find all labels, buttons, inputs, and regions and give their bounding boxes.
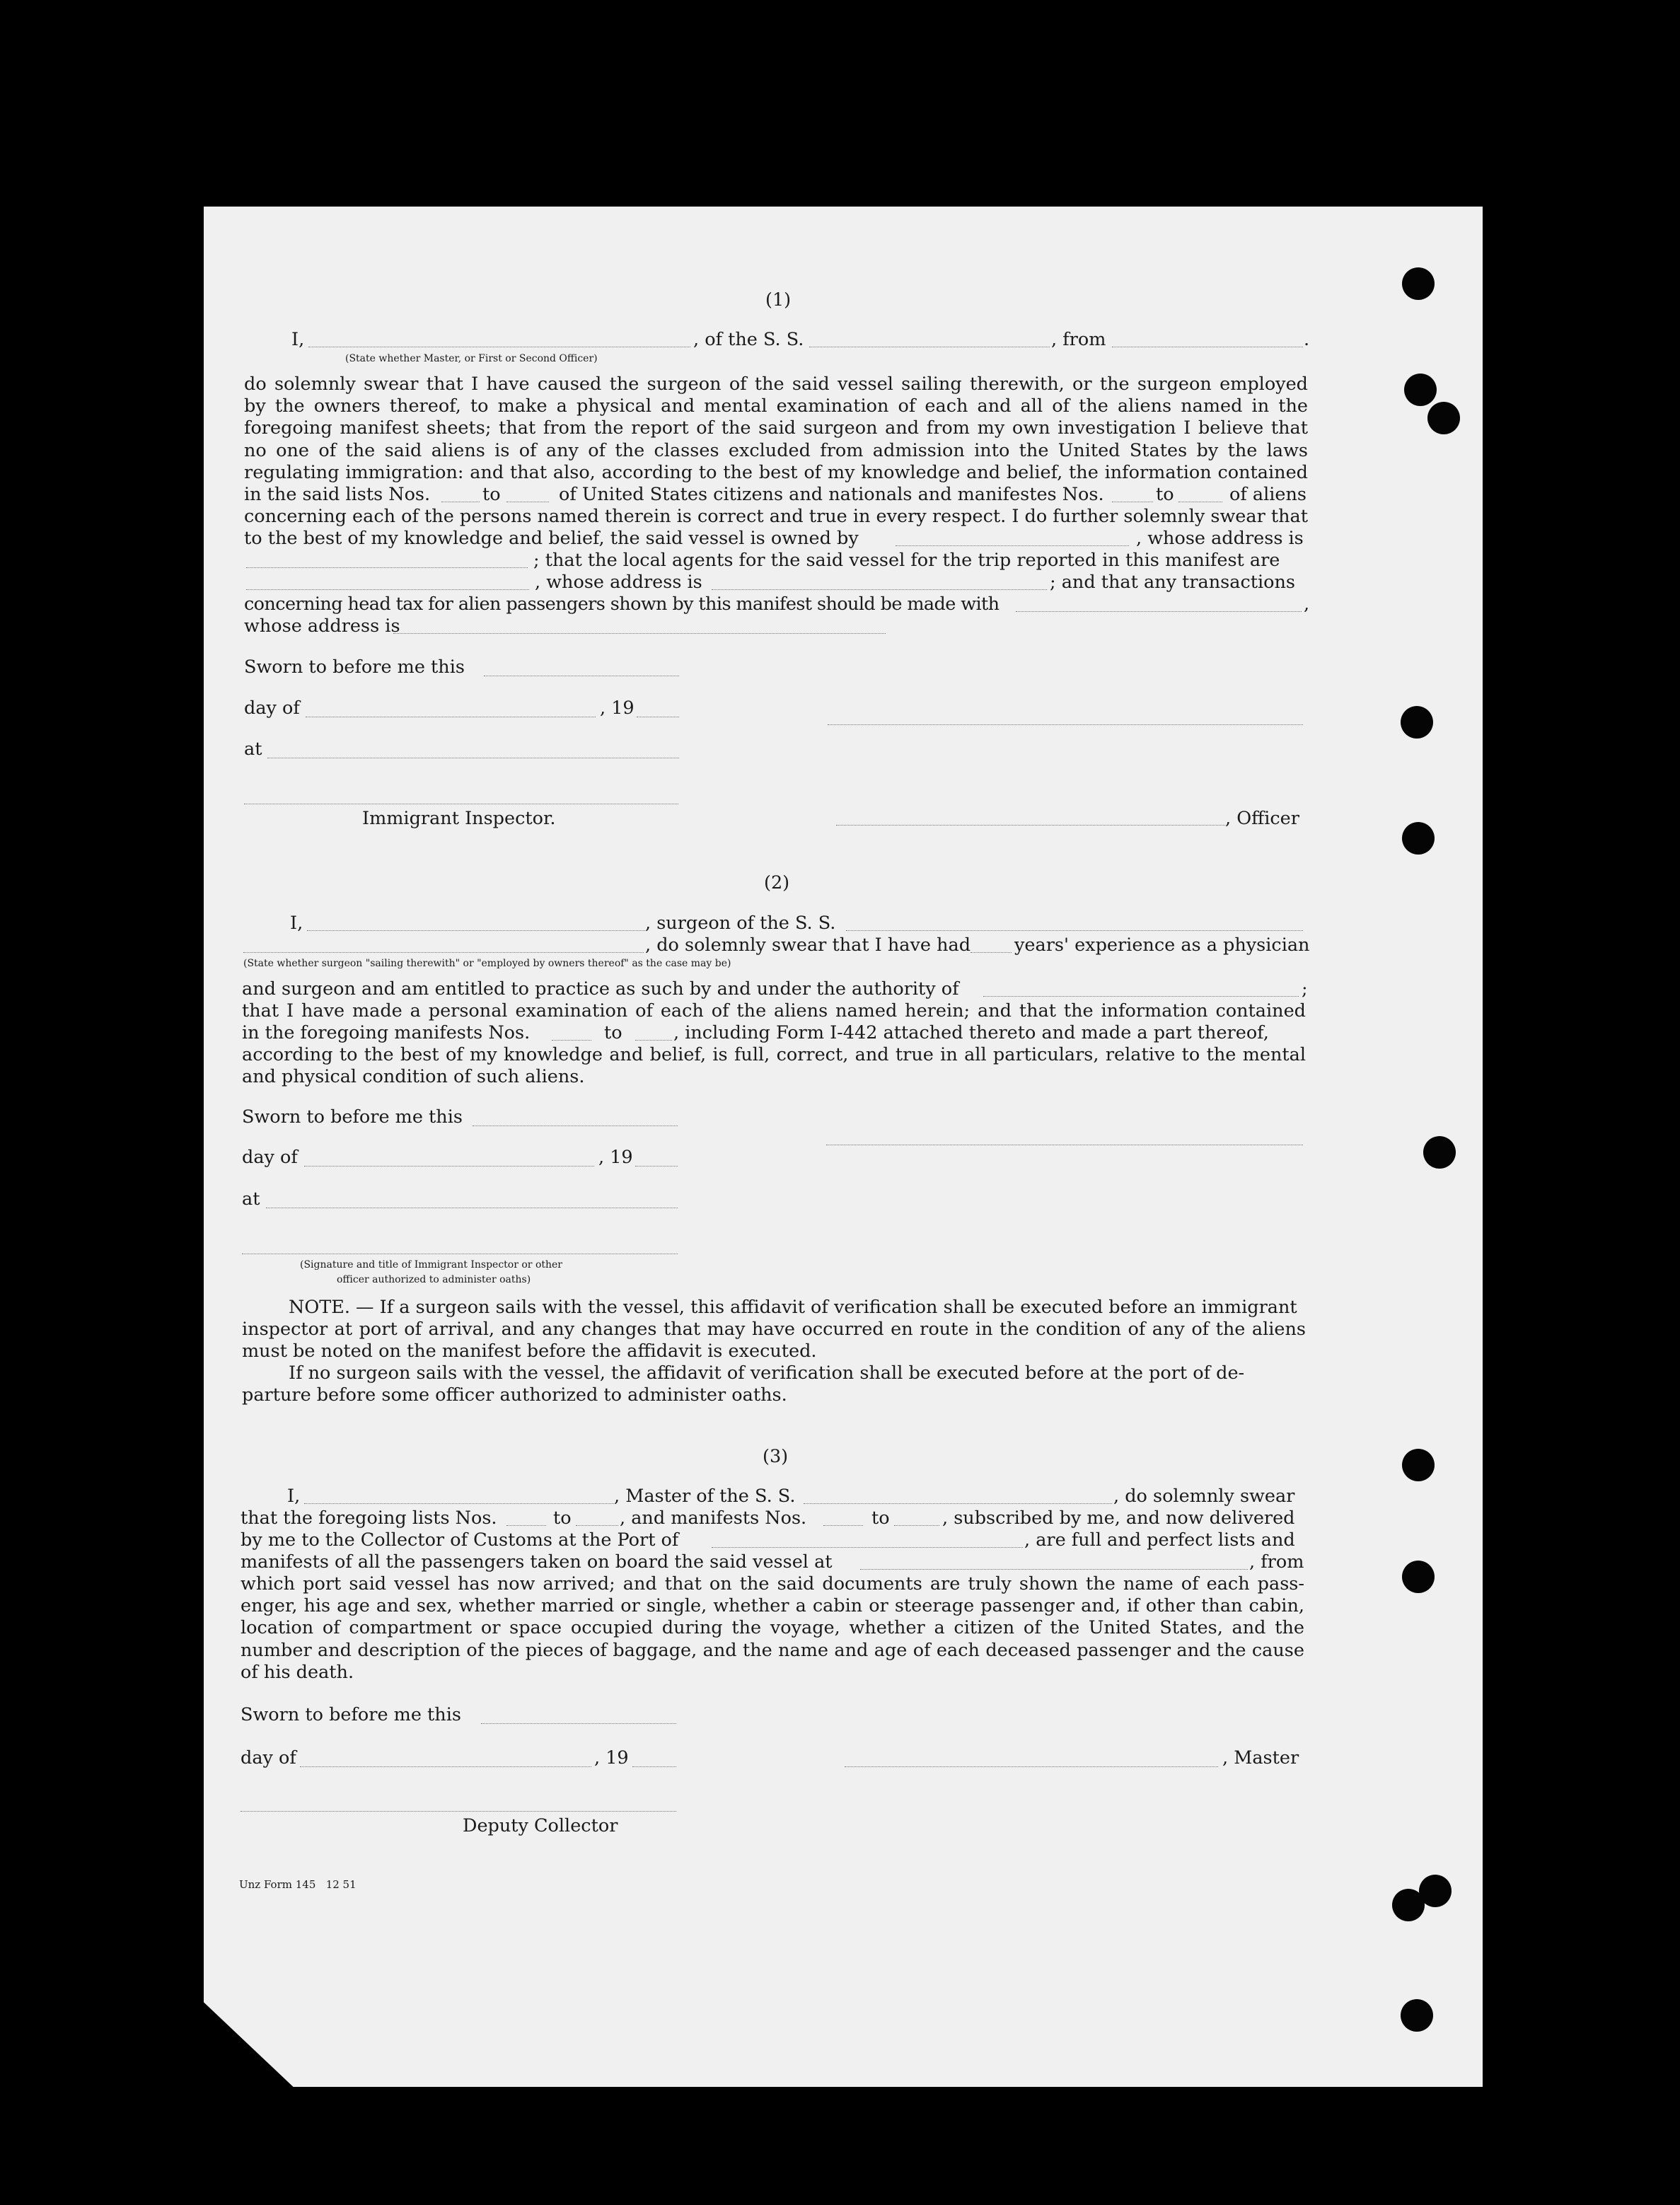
s3-manifest-to[interactable] (894, 1525, 939, 1526)
s2-year: , 19 (598, 1147, 633, 1168)
s1-l6e: of aliens (1229, 484, 1307, 505)
s2-l6 (242, 1044, 1306, 1066)
s2-note-l5: parture before some officer authorized to administer oaths. (242, 1384, 787, 1406)
s1-l12: whose address is (244, 615, 400, 637)
s1-agents-field[interactable] (246, 589, 529, 590)
s3-line: location of compartment or space occupied during the voyage, whether a citizen of the United States, and the (241, 1617, 1304, 1639)
punch-hole (1402, 822, 1435, 855)
s3-master-sig: , Master (1222, 1747, 1299, 1769)
s1-l11a: concerning head tax for alien passengers shown by this manifest should be made with (244, 594, 1000, 615)
s1-year: , 19 (600, 698, 635, 719)
s1-i: I, (291, 329, 305, 350)
s2-l3b: ; (1302, 978, 1308, 1000)
s1-l10a: , whose address is (535, 572, 702, 593)
s1-l6d: to (1156, 484, 1174, 505)
s2-l5b: to (604, 1022, 622, 1043)
s3-deputy: Deputy Collector (463, 1815, 618, 1836)
s3-line: enger, his age and sex, whether married or single, whether a cabin or steerage passenger and, if other than cabin, (241, 1595, 1304, 1617)
s3-i: I, (287, 1486, 301, 1507)
s2-surgeon: , surgeon of the S. S. (645, 913, 836, 934)
s2-l7: and physical condition of such aliens. (242, 1066, 585, 1087)
s2-l5a: in the foregoing manifests Nos. (242, 1022, 531, 1043)
s3-list-to[interactable] (576, 1525, 618, 1526)
s1-line: do solemnly swear that I have caused the surgeon of the said vessel sailing therewith, or the surgeon employed (244, 374, 1308, 395)
s3-master: , Master of the S. S. (614, 1486, 796, 1507)
s2-manifest-to[interactable] (635, 1040, 672, 1041)
s1-officer-line[interactable] (836, 825, 1225, 826)
s3-sworn: Sworn to before me this (241, 1704, 461, 1725)
s2-dayof: day of (242, 1147, 298, 1168)
s3-sworn-field[interactable] (481, 1723, 676, 1724)
s2-year-field[interactable] (635, 1166, 678, 1167)
section-1-number: (1) (765, 289, 792, 311)
s1-at: at (244, 739, 262, 760)
punch-hole (1401, 1999, 1433, 2032)
s3-year-field[interactable] (632, 1766, 676, 1767)
punch-hole (1423, 1136, 1456, 1169)
s1-l6a: in the said lists Nos. (244, 484, 431, 505)
s1-l6b: to (482, 484, 501, 505)
s1-l7 (244, 506, 1308, 528)
s3-swear: , do solemnly swear (1113, 1486, 1295, 1507)
s3-l4a: manifests of all the passengers taken on board the said vessel at (241, 1551, 833, 1573)
s1-line: regulating immigration: and that also, according to the best of my knowledge and belief, the information contained (244, 461, 1308, 483)
s3-day-field[interactable] (300, 1766, 591, 1767)
s2-l3a: and surgeon and am entitled to practice as such by and under the authority of (242, 978, 959, 1000)
s2-at: at (242, 1188, 260, 1210)
punch-hole (1401, 706, 1433, 739)
s3-l3a: by me to the Collector of Customs at the Port of (241, 1529, 679, 1551)
s1-dayof: day of (244, 698, 300, 719)
s2-affiliation-field[interactable] (243, 952, 644, 953)
s1-agents-address-field[interactable] (712, 589, 1047, 590)
s3-vessel-field[interactable] (804, 1503, 1112, 1504)
s1-l8a: to the best of my knowledge and belief, the said vessel is owned by (244, 528, 859, 549)
s1-line: foregoing manifest sheets; that from the report of the said surgeon and from my own investigation I believe that (244, 417, 1308, 439)
section-2-number: (2) (764, 872, 790, 893)
s2-sig1: (Signature and title of Immigrant Inspector or other (300, 1259, 562, 1271)
s1-headtax-field[interactable] (1016, 611, 1302, 612)
s1-line: no one of the said aliens is of any of the classes excluded from admission into the United States by the laws (244, 439, 1308, 461)
s1-l11b: , (1304, 594, 1310, 615)
section-3-number: (3) (763, 1446, 789, 1467)
s3-l3b: , are full and perfect lists and (1024, 1529, 1295, 1551)
punch-hole (1427, 402, 1460, 434)
s2-day-field[interactable] (304, 1166, 594, 1167)
s2-sworn-field[interactable] (473, 1125, 678, 1126)
s3-dayof: day of (241, 1747, 296, 1769)
s2-vessel-field[interactable] (846, 930, 1303, 931)
s1-l9: ; that the local agents for the said vessel for the trip reported in this manifest are (533, 550, 1280, 571)
punch-hole (1402, 1449, 1435, 1481)
s3-paragraph (241, 1573, 1304, 1662)
s3-year: , 19 (594, 1747, 629, 1769)
s2-authority-field[interactable] (983, 996, 1299, 997)
s2-line: that I have made a personal examination of each of the aliens named herein; and that the information contained (242, 1000, 1306, 1022)
s3-l2a: that the foregoing lists Nos. (241, 1507, 497, 1529)
s3-list-from[interactable] (506, 1525, 546, 1526)
s2-note-l4: If no surgeon sails with the vessel, the affidavit of verification shall be executed before at the port of de- (289, 1362, 1245, 1384)
s1-line: concerning each of the persons named therein is correct and true in every respect. I do further solemnly swear that (244, 506, 1308, 527)
s3-l2d: to (871, 1507, 890, 1529)
s1-period: . (1304, 329, 1310, 350)
punch-hole (1402, 267, 1435, 300)
s2-line: according to the best of my knowledge and belief, is full, correct, and true in all particulars, relative to the mental (242, 1044, 1306, 1065)
s2-note-l3: must be noted on the manifest before the affidavit is executed. (242, 1341, 817, 1362)
s2-i: I, (290, 913, 303, 934)
s3-l2c: , and manifests Nos. (620, 1507, 807, 1529)
s2-note-block (242, 1319, 1306, 1341)
s1-l10b: ; and that any transactions (1050, 572, 1296, 593)
s1-owner-address-field[interactable] (246, 567, 528, 568)
s3-master-field[interactable] (304, 1503, 614, 1504)
s3-port-field[interactable] (712, 1547, 1023, 1548)
s3-deputy-line[interactable] (241, 1811, 676, 1812)
s1-signature-line[interactable] (828, 724, 1303, 725)
s1-note: (State whether Master, or First or Second Officer) (345, 353, 598, 364)
s2-note-line: inspector at port of arrival, and any changes that may have occurred en route in the condition of any of the aliens (242, 1319, 1306, 1340)
s2-sworn: Sworn to before me this (242, 1106, 463, 1128)
s3-l2b: to (553, 1507, 572, 1529)
s1-l8b: , whose address is (1136, 528, 1304, 549)
s2-swear-a: , do solemnly swear that I have had (645, 934, 971, 956)
s1-sworn: Sworn to before me this (244, 656, 465, 678)
s2-manifest-from[interactable] (552, 1040, 591, 1041)
s1-line: by the owners thereof, to make a physical and mental examination of each and all of the aliens named in the (244, 395, 1308, 417)
punch-hole (1392, 1889, 1425, 1921)
s2-sig2: officer authorized to administer oaths) (337, 1274, 531, 1285)
s3-l2e: , subscribed by me, and now delivered (942, 1507, 1295, 1529)
s3-line-last: of his death. (241, 1662, 354, 1683)
s3-l4b: , from (1249, 1551, 1304, 1573)
s2-note-l1: NOTE. — If a surgeon sails with the vessel, this affidavit of verification shall be executed before an immigrant (289, 1297, 1297, 1318)
s3-line: number and description of the pieces of baggage, and the name and age of each deceased passenger and the cause (241, 1639, 1304, 1661)
s1-l6c: of United States citizens and nationals and manifestes Nos. (559, 484, 1104, 505)
s1-owner-field[interactable] (896, 545, 1129, 546)
s2-note: (State whether surgeon "sailing therewith" or "employed by owners thereof" as the case may be) (243, 958, 731, 969)
s3-boarding-field[interactable] (860, 1569, 1248, 1570)
punch-hole (1404, 374, 1437, 406)
s3-manifest-from[interactable] (823, 1525, 863, 1526)
s2-years-field[interactable] (971, 952, 1012, 953)
s2-l4 (242, 1000, 1306, 1022)
s1-headtax-address-field[interactable] (393, 633, 886, 634)
s3-master-signature-line[interactable] (845, 1766, 1218, 1767)
s1-paragraph (244, 374, 1308, 484)
s1-of-ss: , of the S. S. (693, 329, 804, 350)
s1-officer: , Officer (1225, 808, 1299, 829)
s2-swear-b: years' experience as a physician (1014, 934, 1310, 956)
s2-surgeon-field[interactable] (307, 930, 645, 931)
form-number: Unz Form 145 12 51 (239, 1878, 357, 1891)
s1-inspector: Immigrant Inspector. (362, 808, 556, 829)
s3-line: which port said vessel has now arrived; and that on the said documents are truly shown the name of each pass- (241, 1573, 1304, 1595)
s1-from: , from (1051, 329, 1106, 350)
punch-hole (1402, 1561, 1435, 1593)
s2-l5c: , including Form I-442 attached thereto and made a part thereof, (673, 1022, 1269, 1043)
